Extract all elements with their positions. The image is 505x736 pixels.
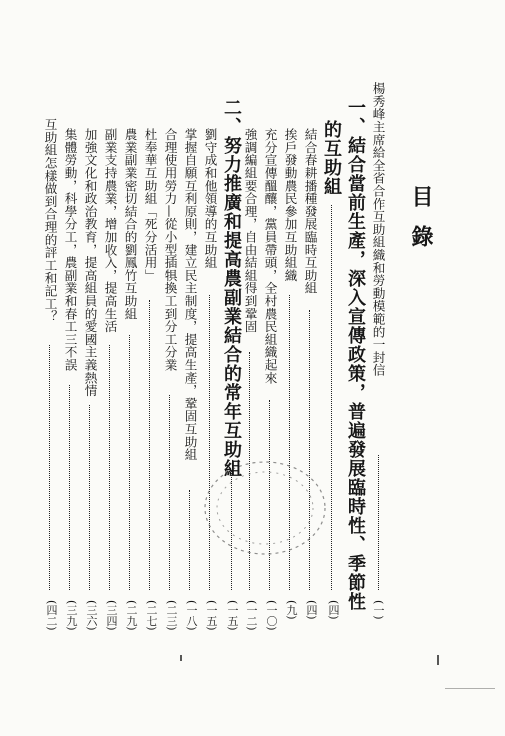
dot-leader — [69, 385, 70, 590]
dot-leader — [378, 455, 379, 590]
dot-leader — [289, 295, 290, 590]
page-number: (四二) — [45, 600, 58, 631]
page-number: (二三) — [165, 600, 178, 631]
page-number: (一二) — [245, 600, 258, 631]
page-number: (一) — [372, 600, 385, 620]
dot-leader — [231, 470, 232, 590]
page-number: (三四) — [105, 600, 118, 631]
dot-leader — [249, 352, 250, 590]
scan-edge-mark — [445, 688, 495, 689]
toc-entry: 充分宣傳醞釀，黨員帶頭，全村農民組織起來 — [262, 128, 278, 384]
scan-edge-mark — [180, 655, 182, 661]
page-number: (一五) — [205, 600, 218, 631]
toc-entry: 農業副業密切結合的劉鳳竹互助組 — [122, 128, 138, 320]
page-number: (二九) — [125, 600, 138, 631]
dot-leader — [189, 490, 190, 590]
toc-entry: 合理使用勞力—從小型插犋換工到分工分業 — [162, 128, 178, 372]
page-number: (一〇) — [265, 600, 278, 631]
page-number: (一五) — [226, 600, 239, 631]
page-number: (三六) — [85, 600, 98, 631]
dot-leader — [49, 345, 50, 590]
page-number: (二七) — [145, 600, 158, 631]
toc-entry: 掌握自願互利原則，建立民主制度，提高生產，鞏固互助組 — [182, 128, 198, 461]
dot-leader — [209, 295, 210, 590]
page-number: (四) — [305, 600, 318, 620]
dot-leader — [129, 335, 130, 590]
page-number: (四) — [327, 600, 340, 620]
page-number: (三九) — [65, 600, 78, 631]
dot-leader — [149, 300, 150, 590]
dot-leader — [169, 395, 170, 590]
toc-entry: 結合春耕播種發展臨時互助組 — [302, 128, 318, 295]
dot-leader — [331, 205, 332, 590]
page-number: (一八) — [185, 600, 198, 631]
toc-entry: 劉守成和他領導的互助組 — [202, 128, 218, 269]
toc-entry: 挨戶發動農民參加互助組織 — [282, 128, 298, 282]
toc-entry: 互助組怎樣做到合理的評工和記工？ — [42, 118, 58, 323]
toc-entry: 集體勞動，科學分工，農副業和春工三不誤 — [62, 128, 78, 372]
dot-leader — [309, 310, 310, 590]
dot-leader — [89, 405, 90, 590]
dot-leader — [109, 345, 110, 590]
section-2-heading: 二、努力推廣和提高農副業結合的常年互助組 — [221, 98, 242, 478]
toc-entry-letter: 楊秀峰主席給全省合作互助組織和勞動模範的一封信 — [370, 82, 386, 377]
toc-entry: 副業支持農業，增加收入，提高生活 — [102, 128, 118, 333]
section-1-heading-cont: 的互助組 — [321, 120, 342, 196]
page-number: (九) — [285, 600, 298, 620]
scan-edge-mark — [437, 655, 439, 665]
toc-entry: 杜奉華互助組「死分活用」 — [142, 128, 158, 282]
dot-leader — [269, 400, 270, 590]
toc-entry: 加強文化和政治教育，提高組員的愛國主義熱情 — [82, 128, 98, 397]
section-1-heading: 一、結合當前生產，深入宣傳政策，普遍發展臨時性、季節性 — [345, 98, 366, 611]
toc-entry: 強調編組要合理，自由結組得到鞏固 — [242, 128, 258, 333]
toc-title: 目錄 — [408, 185, 434, 265]
